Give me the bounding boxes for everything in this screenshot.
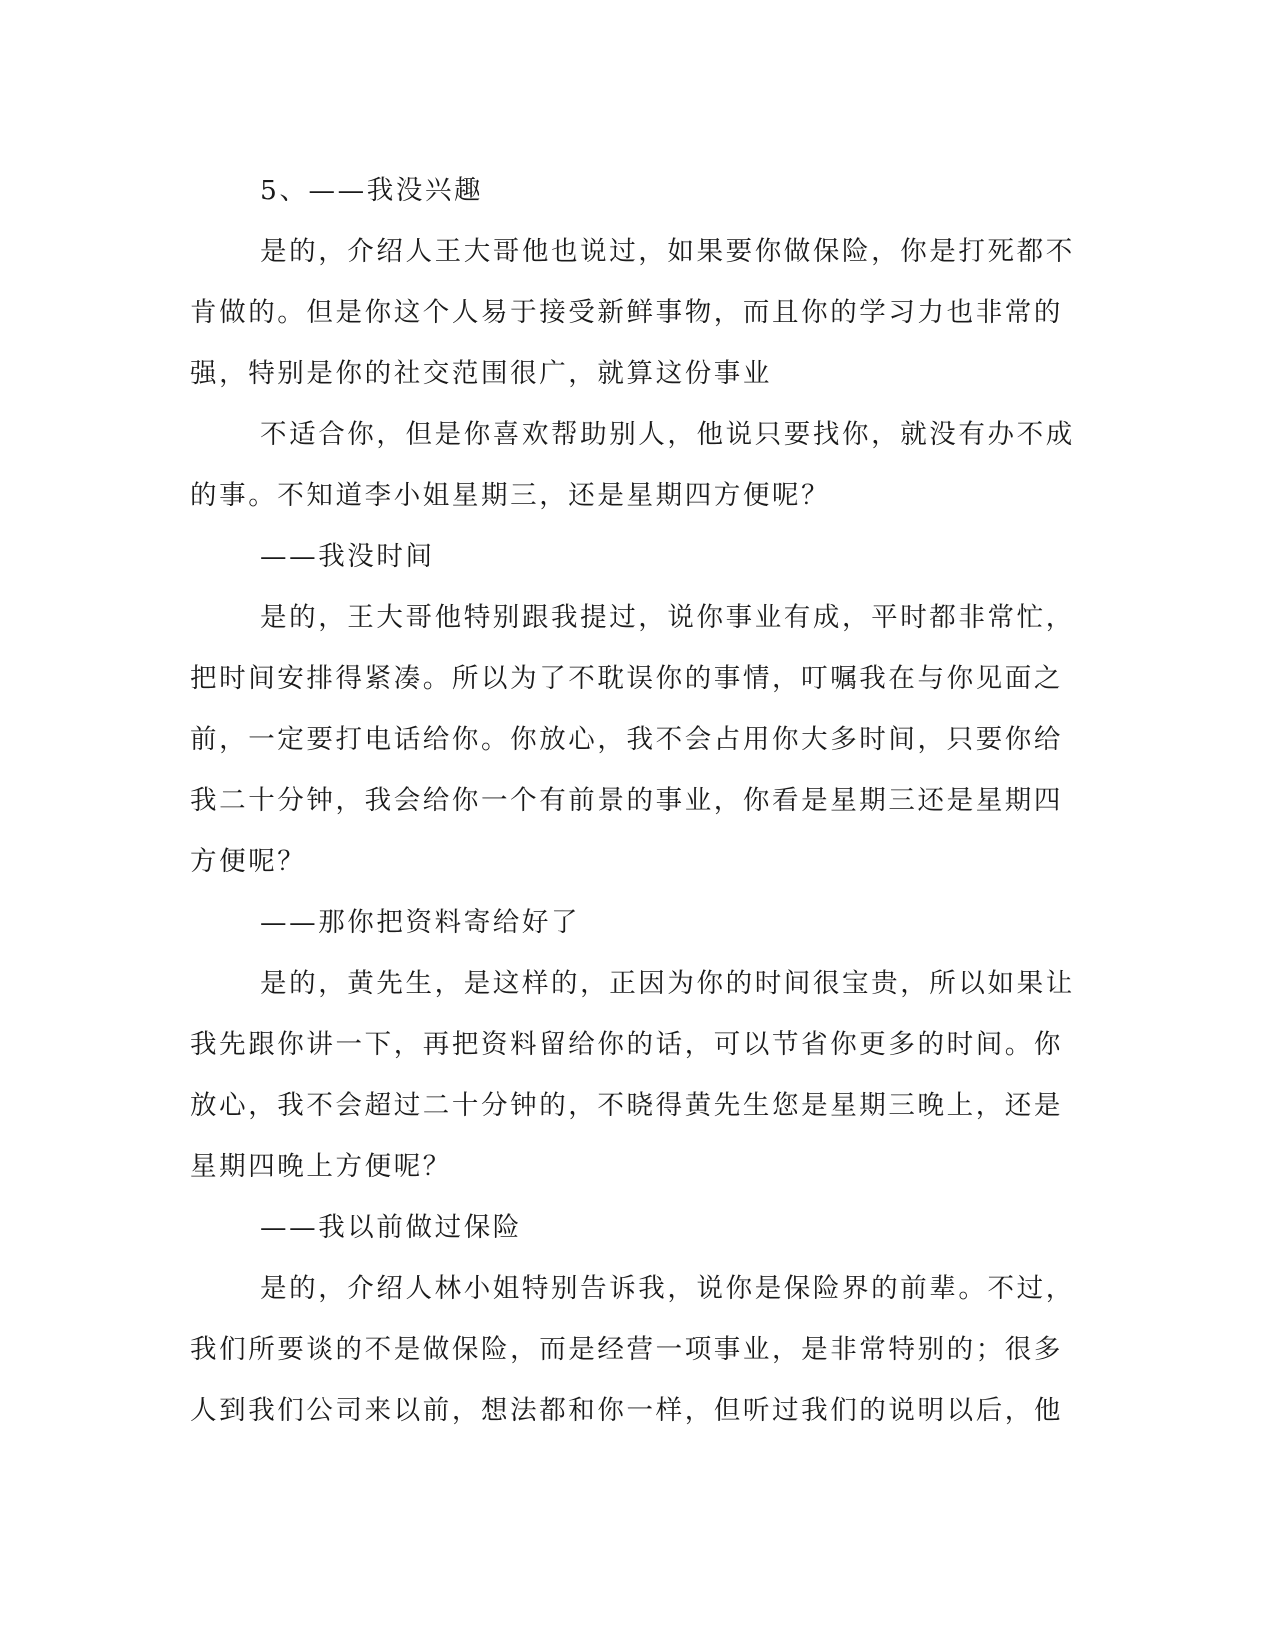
heading-objection-did-insurance-before: ——我以前做过保险: [260, 1212, 522, 1243]
paragraph-response-no-interest-continued: 不适合你，但是你喜欢帮助别人，他说只要找你，就没有办不成的事。不知道李小姐星期三，还是星期四方便呢？: [190, 419, 1075, 511]
document-body: [190, 160, 1090, 1441]
paragraph-response-send-materials: 是的，黄先生，是这样的，正因为你的时间很宝贵，所以如果让我先跟你讲一下，再把资料留给你的话，可以节省你更多的时间。你放心，我不会超过二十分钟的，不晓得黄先生您是星期三晚上，还是星期四晚上方便呢？: [190, 968, 1075, 1182]
paragraph-response-no-time: 是的，王大哥他特别跟我提过，说你事业有成，平时都非常忙，把时间安排得紧凑。所以为了不耽误你的事情，叮嘱我在与你见面之前，一定要打电话给你。你放心，我不会占用你大多时间，只要你给我二十分钟，我会给你一个有前景的事业，你看是星期三还是星期四方便呢？: [190, 602, 1075, 877]
paragraph-response-no-interest: 是的，介绍人王大哥他也说过，如果要你做保险，你是打死都不肯做的。但是你这个人易于接受新鲜事物，而且你的学习力也非常的强，特别是你的社交范围很广，就算这份事业: [190, 236, 1075, 389]
heading-objection-send-materials: ——那你把资料寄给好了: [260, 907, 581, 938]
paragraph-response-did-insurance-before: 是的，介绍人林小姐特别告诉我，说你是保险界的前辈。不过，我们所要谈的不是做保险，而是经营一项事业，是非常特别的；很多人到我们公司来以前，想法都和你一样，但听过我们的说明以后，他: [190, 1273, 1075, 1426]
heading-objection-no-interest: 5、——我没兴趣: [260, 175, 484, 206]
heading-objection-no-time: ——我没时间: [260, 541, 435, 572]
